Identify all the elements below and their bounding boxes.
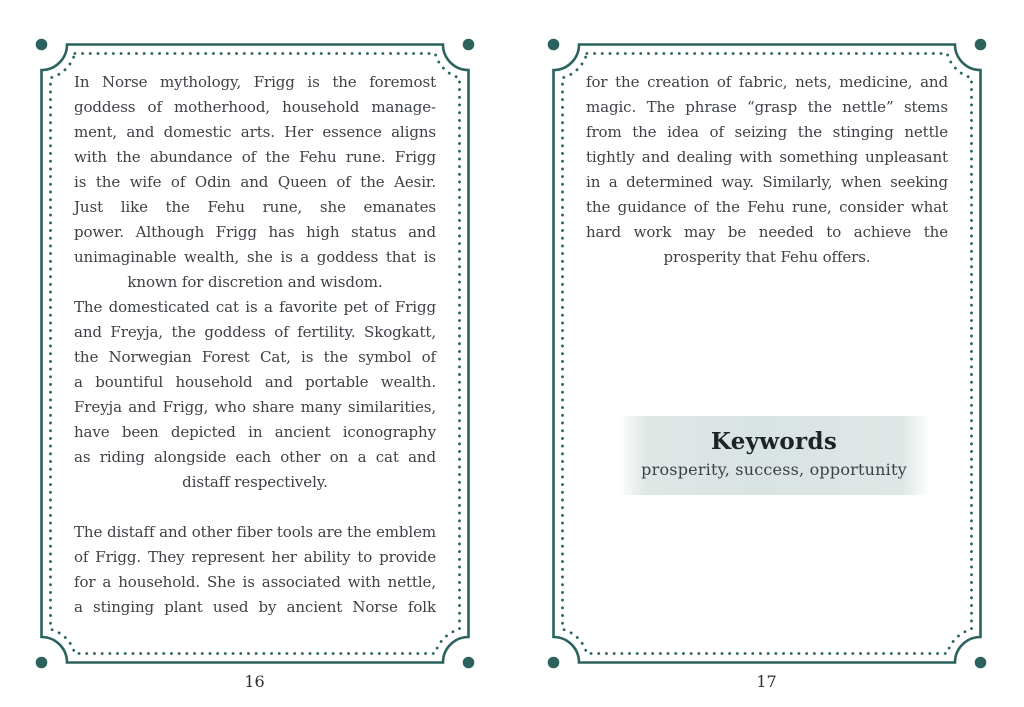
left-page: [41, 44, 468, 691]
text-line: prosperity that Fehu offers.: [663, 248, 871, 266]
text-line: of Frigg. They represent her ability to provide: [74, 548, 436, 566]
text-line: The distaff and other fiber tools are the emblem: [74, 523, 436, 541]
left-page-text: [74, 70, 436, 642]
text-line: ment, and domestic arts. Her essence aligns: [74, 123, 436, 141]
right-page: [553, 44, 980, 691]
text-line: known for discretion and wisdom.: [127, 273, 383, 291]
corner-dot: [547, 656, 559, 668]
text-line: in a determined way. Similarly, when seeking: [586, 173, 948, 191]
text-line: with the abundance of the Fehu rune. Frigg: [74, 148, 436, 166]
corner-dot: [547, 38, 559, 50]
text-line: In Norse mythology, Frigg is the foremost: [74, 73, 436, 91]
corner-dot: [462, 656, 474, 668]
paragraph: [74, 520, 436, 620]
paragraph: [586, 70, 948, 270]
text-line: a bountiful household and portable wealth.: [74, 373, 436, 391]
corner-dot: [974, 656, 986, 668]
text-line: a stinging plant used by ancient Norse folk: [74, 598, 436, 616]
text-line: have been depicted in ancient iconography: [74, 423, 436, 441]
text-line: the Norwegian Forest Cat, is the symbol of: [74, 348, 436, 366]
keywords-title: Keywords: [710, 428, 838, 455]
corner-dot: [974, 38, 986, 50]
text-line: Just like the Fehu rune, she emanates: [74, 198, 436, 216]
keywords-list: prosperity, success, opportunity: [641, 460, 907, 479]
paragraph: [74, 70, 436, 295]
text-line: The domesticated cat is a favorite pet of Frigg: [74, 298, 436, 316]
text-line: magic. The phrase “grasp the nettle” stems: [586, 98, 948, 116]
paragraph: [74, 295, 436, 495]
right-page-text: [586, 70, 948, 642]
text-line: for the creation of fabric, nets, medicine, and: [586, 73, 948, 91]
text-line: tightly and dealing with something unpleasant: [586, 148, 948, 166]
corner-dot: [35, 38, 47, 50]
text-line: and Freyja, the goddess of fertility. Skogkatt,: [74, 323, 436, 341]
text-line: goddess of motherhood, household manage-: [74, 98, 436, 116]
corner-dot: [462, 38, 474, 50]
text-line: Freyja and Frigg, who share many similarities,: [74, 398, 436, 416]
text-line: is the wife of Odin and Queen of the Aesir.: [74, 173, 436, 191]
page-number: 17: [756, 672, 777, 691]
text-line: distaff respectively.: [182, 473, 328, 491]
text-line: as riding alongside each other on a cat and: [74, 448, 436, 466]
corner-dot: [35, 656, 47, 668]
text-line: for a household. She is associated with nettle,: [74, 573, 436, 591]
text-line: unimaginable wealth, she is a goddess that is: [74, 248, 436, 266]
page-number: 16: [244, 672, 265, 691]
keywords-band: [618, 416, 930, 495]
text-line: power. Although Frigg has high status and: [74, 223, 436, 241]
text-line: from the idea of seizing the stinging nettle: [586, 123, 948, 141]
text-line: the guidance of the Fehu rune, consider what: [586, 198, 948, 216]
text-line: hard work may be needed to achieve the: [586, 223, 948, 241]
